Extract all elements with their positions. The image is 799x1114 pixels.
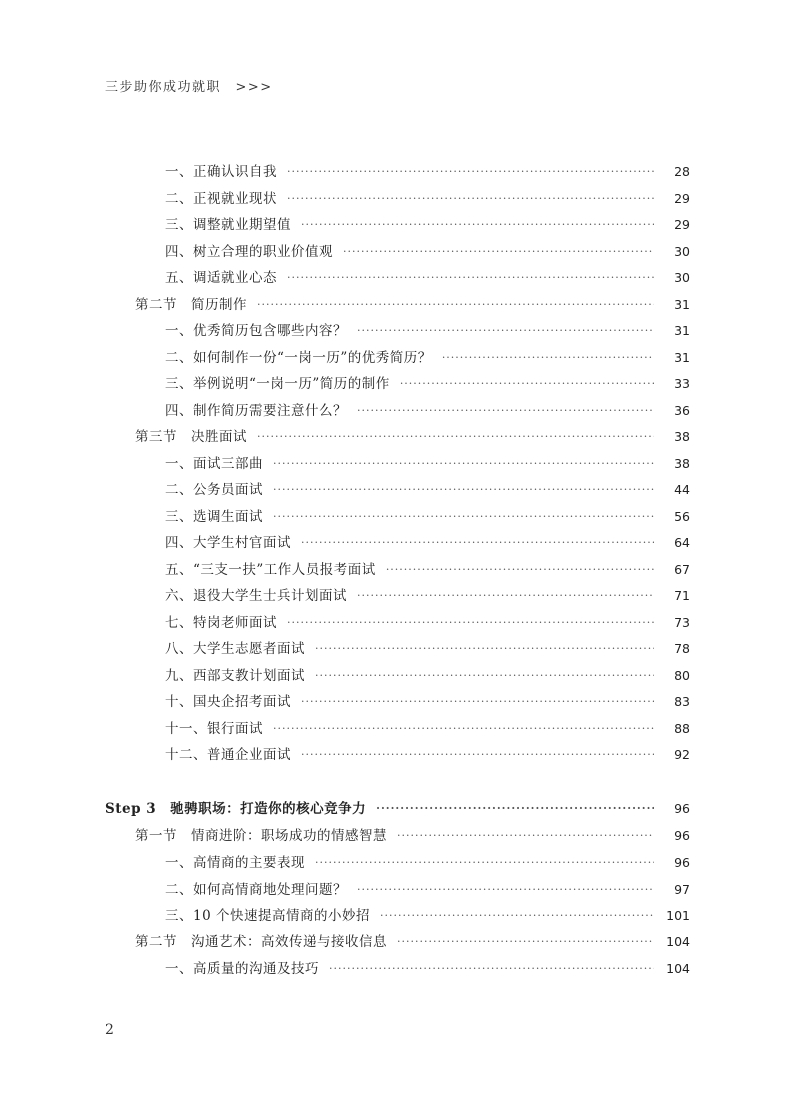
toc-entry-title: 三、选调生面试 — [165, 509, 263, 525]
toc-entry[interactable] — [165, 239, 690, 265]
toc-entry-page: 71 — [674, 588, 690, 603]
leader-dots — [273, 451, 654, 477]
leader-dots — [315, 663, 654, 689]
toc-entry-page: 33 — [674, 376, 690, 391]
toc-entry[interactable] — [165, 557, 690, 583]
leader-dots — [273, 716, 654, 742]
toc-entry-page: 92 — [674, 747, 690, 762]
toc-entry[interactable] — [165, 504, 690, 530]
toc-entry[interactable] — [165, 716, 690, 742]
toc-entry-title: 四、制作简历需要注意什么？ — [165, 403, 347, 419]
toc-entry[interactable] — [165, 477, 690, 503]
leader-dots — [380, 903, 654, 929]
toc-entry-title: 九、西部支教计划面试 — [165, 668, 305, 684]
toc-entry-page: 31 — [674, 297, 690, 312]
leader-dots — [287, 159, 654, 185]
toc-entry[interactable] — [165, 398, 690, 424]
leader-dots — [315, 850, 654, 876]
toc-entry[interactable] — [165, 583, 690, 609]
leader-dots — [301, 742, 654, 768]
toc-entry-title: 五、调适就业心态 — [165, 270, 277, 286]
toc-entry[interactable] — [165, 186, 690, 212]
toc-entry-page: 104 — [666, 934, 690, 949]
toc-entry-page: 101 — [666, 908, 690, 923]
toc-entry-page: 78 — [674, 641, 690, 656]
leader-dots — [386, 557, 654, 583]
toc-entry[interactable] — [165, 451, 690, 477]
toc-entry-title: 一、面试三部曲 — [165, 456, 263, 472]
toc-entry-page: 104 — [666, 961, 690, 976]
leader-dots — [400, 371, 654, 397]
running-header: 三步助你成功就职 >>> — [105, 80, 273, 95]
leader-dots — [287, 610, 654, 636]
toc-entry-page: 96 — [674, 801, 690, 816]
toc-entry-page: 88 — [674, 721, 690, 736]
toc-entry[interactable] — [165, 610, 690, 636]
toc-entry-page: 28 — [674, 164, 690, 179]
toc-section-title: 第三节 决胜面试 — [135, 429, 247, 445]
toc-entry-page: 30 — [674, 270, 690, 285]
toc-entry-title: 十一、银行面试 — [165, 721, 263, 737]
toc-entry[interactable] — [165, 850, 690, 876]
toc-entry[interactable] — [165, 212, 690, 238]
toc-entry[interactable] — [165, 956, 690, 982]
toc-entry-page: 38 — [674, 456, 690, 471]
toc-entry-page: 29 — [674, 217, 690, 232]
toc-entry-page: 67 — [674, 562, 690, 577]
leader-dots — [397, 929, 654, 955]
toc-entry-page: 31 — [674, 323, 690, 338]
leader-dots — [301, 212, 654, 238]
toc-entry-title: 十、国央企招考面试 — [165, 694, 291, 710]
toc-entry-title: 一、正确认识自我 — [165, 164, 277, 180]
toc-entry[interactable] — [165, 742, 690, 768]
leader-dots — [376, 796, 654, 822]
toc-chapter-step-3[interactable] — [105, 796, 690, 822]
leader-dots — [273, 477, 654, 503]
toc-entry[interactable] — [165, 663, 690, 689]
toc-entry-title: 三、10 个快速提高情商的小妙招 — [165, 908, 370, 924]
leader-dots — [257, 292, 654, 318]
toc-entry-title: 七、特岗老师面试 — [165, 615, 277, 631]
leader-dots — [315, 636, 654, 662]
toc-entry[interactable] — [165, 530, 690, 556]
toc-entry-title: 四、树立合理的职业价值观 — [165, 244, 333, 260]
toc-entry[interactable] — [165, 903, 690, 929]
toc-entry-title: 六、退役大学生士兵计划面试 — [165, 588, 347, 604]
toc-entry[interactable] — [165, 345, 690, 371]
leader-dots — [301, 530, 654, 556]
toc-section[interactable] — [135, 823, 690, 849]
toc-entry-page: 38 — [674, 429, 690, 444]
toc-entry-title: 四、大学生村官面试 — [165, 535, 291, 551]
toc-entry-page: 83 — [674, 694, 690, 709]
toc-entry-title: 三、调整就业期望值 — [165, 217, 291, 233]
leader-dots — [343, 239, 654, 265]
toc-entry-title: 五、“三支一扶”工作人员报考面试 — [165, 562, 376, 578]
leader-dots — [287, 265, 654, 291]
toc-section[interactable] — [135, 292, 690, 318]
toc-entry[interactable] — [165, 877, 690, 903]
toc-entry-page: 96 — [674, 828, 690, 843]
toc-entry-title: 二、如何高情商地处理问题？ — [165, 882, 347, 898]
toc-entry[interactable] — [165, 689, 690, 715]
toc-section[interactable] — [135, 424, 690, 450]
toc-entry-title: 二、正视就业现状 — [165, 191, 277, 207]
toc-entry-title: 三、举例说明“一岗一历”简历的制作 — [165, 376, 390, 392]
leader-dots — [257, 424, 654, 450]
toc-entry-page: 31 — [674, 350, 690, 365]
toc-entry-title: 二、如何制作一份“一岗一历”的优秀简历？ — [165, 350, 432, 366]
leader-dots — [442, 345, 654, 371]
toc-entry[interactable] — [165, 265, 690, 291]
leader-dots — [357, 877, 654, 903]
leader-dots — [273, 504, 654, 530]
toc-entry[interactable] — [165, 159, 690, 185]
toc-section-title: 第二节 沟通艺术：高效传递与接收信息 — [135, 934, 387, 950]
toc-entry-title: 一、高质量的沟通及技巧 — [165, 961, 319, 977]
toc-entry-page: 73 — [674, 615, 690, 630]
toc-entry-title: 二、公务员面试 — [165, 482, 263, 498]
toc-entry[interactable] — [165, 318, 690, 344]
toc-entry-page: 36 — [674, 403, 690, 418]
leader-dots — [357, 398, 654, 424]
leader-dots — [287, 186, 654, 212]
leader-dots — [357, 318, 654, 344]
toc-entry[interactable] — [165, 636, 690, 662]
toc-entry-page: 56 — [674, 509, 690, 524]
toc-entry-page: 97 — [674, 882, 690, 897]
leader-dots — [329, 956, 654, 982]
leader-dots — [357, 583, 654, 609]
toc-entry-title: 八、大学生志愿者面试 — [165, 641, 305, 657]
toc-section-title: 第一节 情商进阶：职场成功的情感智慧 — [135, 828, 387, 844]
leader-dots — [301, 689, 654, 715]
toc-entry-page: 30 — [674, 244, 690, 259]
toc-entry-page: 29 — [674, 191, 690, 206]
toc-section-title: 第二节 简历制作 — [135, 297, 247, 313]
toc-entry-title: 一、优秀简历包含哪些内容？ — [165, 323, 347, 339]
toc-entry-title: 一、高情商的主要表现 — [165, 855, 305, 871]
toc-entry[interactable] — [165, 371, 690, 397]
toc-entry-page: 44 — [674, 482, 690, 497]
leader-dots — [397, 823, 654, 849]
toc-entry-title: 十二、普通企业面试 — [165, 747, 291, 763]
toc-section[interactable] — [135, 929, 690, 955]
toc-entry-page: 80 — [674, 668, 690, 683]
toc-entry-page: 64 — [674, 535, 690, 550]
page-number: 2 — [105, 1022, 114, 1038]
toc-chapter-title: Step 3 驰骋职场：打造你的核心竞争力 — [105, 801, 367, 817]
toc-entry-page: 96 — [674, 855, 690, 870]
